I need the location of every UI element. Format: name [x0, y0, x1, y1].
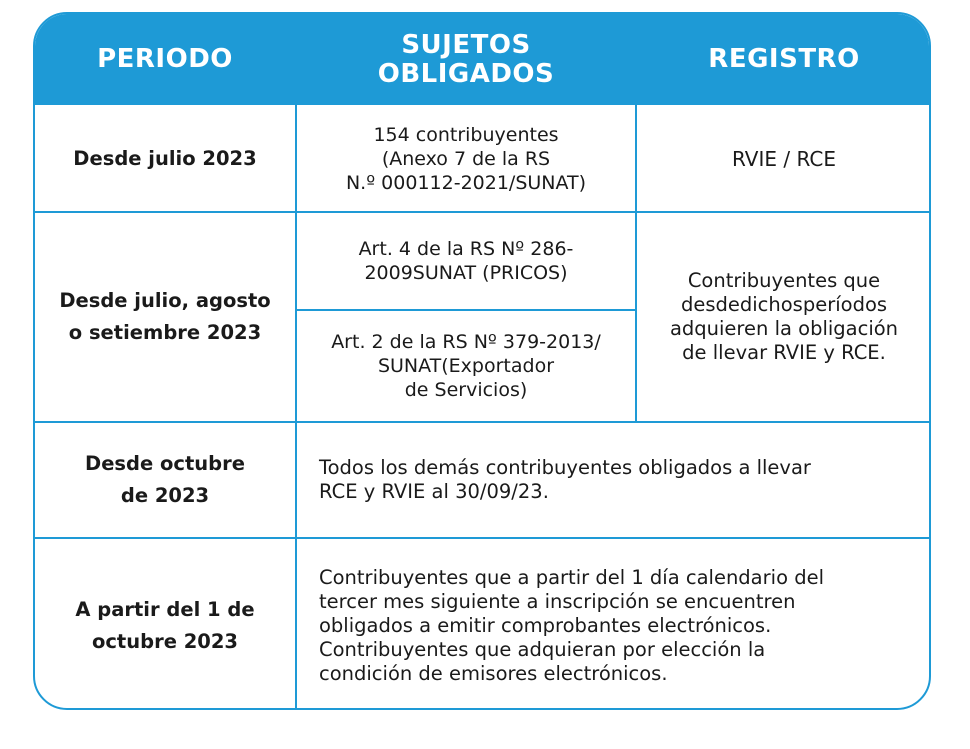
header-registro: REGISTRO [708, 44, 860, 74]
header-sujetos-line1: SUJETOS [401, 29, 531, 60]
row2-sujetos-b: Art. 2 de la RS Nº 379-2013/ SUNAT(Exportador de Servicios) [331, 331, 601, 401]
row2-sujetos-a: Art. 4 de la RS Nº 286- 2009SUNAT (PRICOS) [358, 238, 574, 284]
row4-periodo: A partir del 1 de octubre 2023 [75, 597, 255, 653]
row3-periodo: Desde octubre de 2023 [85, 452, 245, 507]
row4-detalle: Contribuyentes que a partir del 1 día calendario del tercer mes siguiente a inscripción se encuentren obligados a emitir comprobantes electrónicos. Contribuyentes que adquieran por elección la condición de emisores electrónicos. [319, 565, 824, 685]
row1-registro: RVIE / RCE [732, 147, 836, 171]
row2-registro: Contribuyentes que desdedichosperíodos adquieren la obligación de llevar RVIE y RCE. [669, 269, 899, 364]
header-periodo: PERIODO [97, 44, 233, 74]
row3-detalle: Todos los demás contribuyentes obligados a llevar RCE y RVIE al 30/09/23. [319, 456, 811, 503]
row1-sujetos: 154 contribuyentes (Anexo 7 de la RS N.º 000112-2021/SUNAT) [345, 124, 587, 194]
header-sujetos-obligados [297, 14, 635, 105]
obligations-table [33, 12, 931, 710]
row2-periodo: Desde julio, agosto o setiembre 2023 [59, 289, 271, 344]
header-sujetos-line2: OBLIGADOS [377, 58, 555, 89]
row1-periodo: Desde julio 2023 [73, 147, 257, 170]
